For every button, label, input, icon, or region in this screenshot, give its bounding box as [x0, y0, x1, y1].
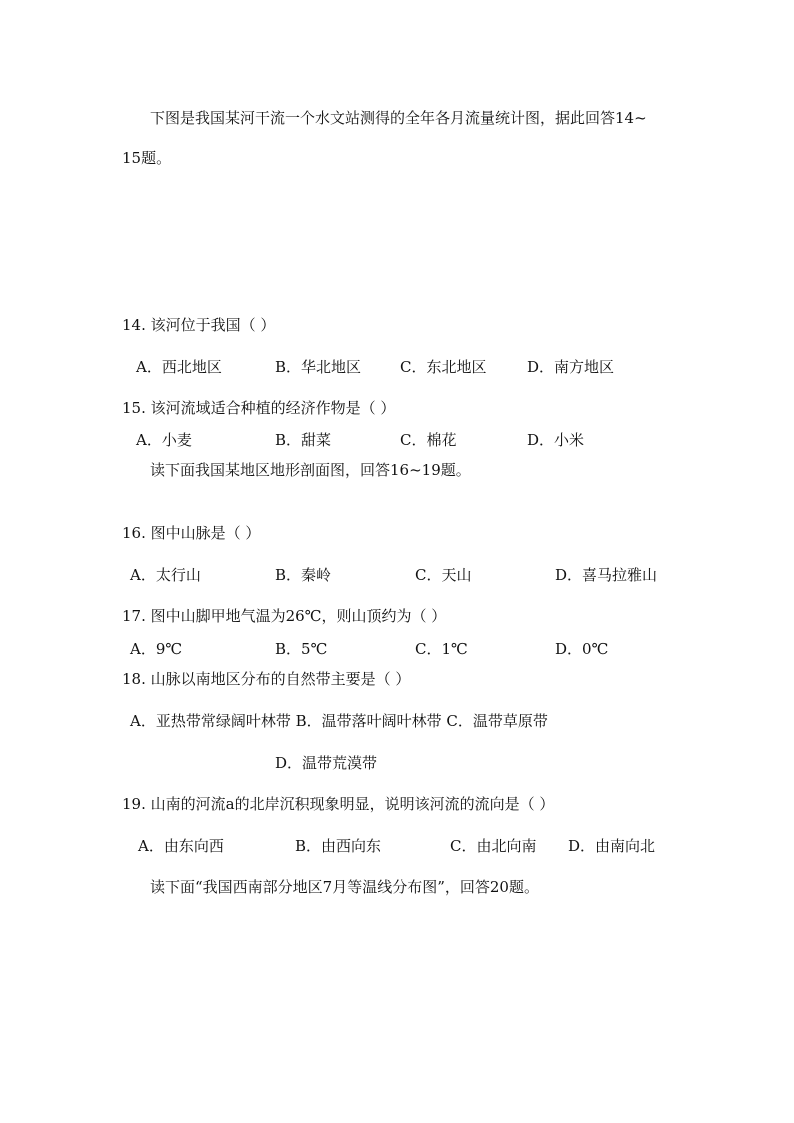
question-14-option-d: D．南方地区 [527, 358, 615, 376]
question-16-option-d: D．喜马拉雅山 [555, 566, 658, 584]
question-19-option-d: D．由南向北 [568, 837, 656, 855]
intro-1-line-1: 下图是我国某河干流一个水文站测得的全年各月流量统计图，据此回答14~ [150, 109, 647, 127]
question-16-option-b: B．秦岭 [275, 566, 332, 584]
question-19-option-b: B．由西向东 [295, 837, 382, 855]
question-15-option-a: A．小麦 [136, 431, 192, 449]
question-15-option-d: D．小米 [527, 431, 585, 449]
question-19-option-a: A．由东向西 [138, 837, 224, 855]
question-18-stem: 18. 山脉以南地区分布的自然带主要是（ ） [122, 670, 411, 688]
question-14-option-a: A．西北地区 [136, 358, 222, 376]
question-16-stem: 16. 图中山脉是（ ） [122, 524, 261, 542]
question-17-stem: 17. 图中山脚甲地气温为26℃，则山顶约为（ ） [122, 607, 447, 625]
question-14-option-c: C．东北地区 [400, 358, 487, 376]
question-19-stem: 19. 山南的河流a的北岸沉积现象明显，说明该河流的流向是（ ） [122, 795, 555, 813]
intro-1-line-2: 15题。 [122, 149, 172, 167]
question-17-option-c: C．1℃ [415, 640, 468, 658]
question-17-option-b: B．5℃ [275, 640, 328, 658]
question-16-option-c: C．天山 [415, 566, 472, 584]
question-17-option-d: D．0℃ [555, 640, 609, 658]
question-15-option-b: B．甜菜 [275, 431, 332, 449]
intro-3: 读下面“我国西南部分地区7月等温线分布图”，回答20题。 [150, 878, 539, 896]
intro-2: 读下面我国某地区地形剖面图，回答16~19题。 [150, 461, 471, 479]
question-15-stem: 15. 该河流域适合种植的经济作物是（ ） [122, 399, 396, 417]
question-14-stem: 14. 该河位于我国（ ） [122, 316, 276, 334]
question-18-options-abc: A．亚热带常绿阔叶林带 B．温带落叶阔叶林带 C．温带草原带 [130, 712, 548, 730]
question-15-option-c: C．棉花 [400, 431, 457, 449]
question-19-option-c: C．由北向南 [450, 837, 537, 855]
question-16-option-a: A．太行山 [130, 566, 201, 584]
question-14-option-b: B．华北地区 [275, 358, 362, 376]
question-18-option-d: D．温带荒漠带 [275, 754, 378, 772]
question-17-option-a: A．9℃ [130, 640, 183, 658]
